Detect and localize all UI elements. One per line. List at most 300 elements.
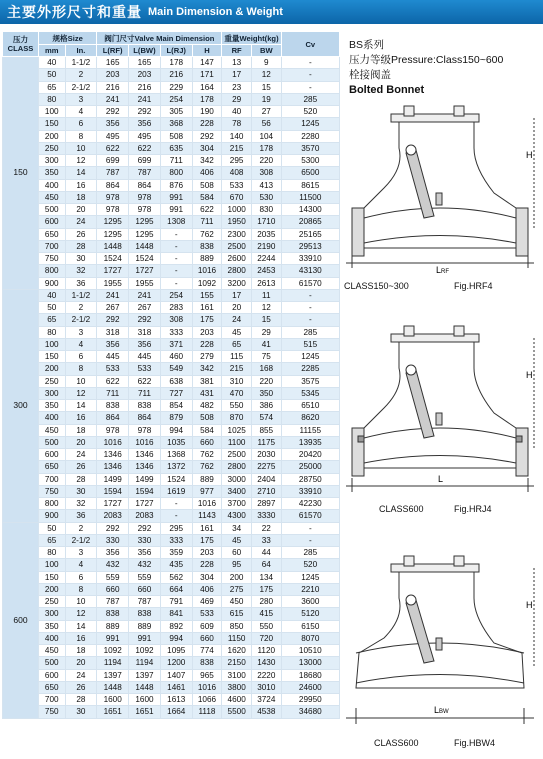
header-mm: mm <box>39 45 65 57</box>
l-bw-cell: 978 <box>129 424 161 436</box>
weight-bw-cell: 19 <box>251 93 281 105</box>
table-row <box>3 681 340 693</box>
weight-rf-cell: 29 <box>222 93 252 105</box>
height-cell: 190 <box>192 106 222 118</box>
table-row <box>3 253 340 265</box>
weight-bw-cell: 2035 <box>251 228 281 240</box>
dim-h-label: H <box>526 600 533 610</box>
height-cell: 1118 <box>192 706 222 718</box>
table-row <box>3 240 340 252</box>
height-cell: 609 <box>192 620 222 632</box>
l-rf-cell: 864 <box>97 179 129 191</box>
cv-cell: 520 <box>281 559 339 571</box>
weight-bw-cell: 134 <box>251 571 281 583</box>
height-cell: 161 <box>192 302 222 314</box>
weight-rf-cell: 408 <box>222 167 252 179</box>
size-mm-cell: 700 <box>39 240 65 252</box>
l-rj-cell: 229 <box>160 81 192 93</box>
l-bw-cell: 356 <box>129 338 161 350</box>
table-row <box>3 547 340 559</box>
cv-cell: 5300 <box>281 155 339 167</box>
size-mm-cell: 100 <box>39 338 65 350</box>
l-bw-cell: 1448 <box>129 240 161 252</box>
header-lbw: L(BW) <box>129 45 161 57</box>
l-rj-cell: 791 <box>160 596 192 608</box>
header-class: 压力 CLASS <box>3 32 39 57</box>
cv-cell: 5120 <box>281 608 339 620</box>
l-bw-cell: 838 <box>129 608 161 620</box>
l-rf-cell: 1092 <box>97 645 129 657</box>
class-cell: 600 <box>3 522 39 718</box>
size-mm-cell: 350 <box>39 400 65 412</box>
l-bw-cell: 533 <box>129 363 161 375</box>
table-row <box>3 204 340 216</box>
l-rj-cell: - <box>160 277 192 289</box>
l-rj-cell: 460 <box>160 351 192 363</box>
header-size: 规格Size <box>39 32 97 45</box>
l-rf-cell: 1955 <box>97 277 129 289</box>
height-cell: 292 <box>192 130 222 142</box>
cv-cell: - <box>281 289 339 301</box>
l-bw-cell: 1594 <box>129 485 161 497</box>
l-rj-cell: 333 <box>160 534 192 546</box>
l-bw-cell: 978 <box>129 204 161 216</box>
cv-cell: 11155 <box>281 424 339 436</box>
title-english: Main Dimension & Weight <box>148 6 283 18</box>
size-in-cell: 16 <box>65 412 97 424</box>
l-rf-cell: 267 <box>97 302 129 314</box>
l-rj-cell: 1407 <box>160 669 192 681</box>
table-row <box>3 583 340 595</box>
height-cell: 965 <box>192 669 222 681</box>
size-mm-cell: 450 <box>39 191 65 203</box>
l-rf-cell: 787 <box>97 596 129 608</box>
table-row <box>3 694 340 706</box>
l-bw-cell: 432 <box>129 559 161 571</box>
size-in-cell: 18 <box>65 645 97 657</box>
size-mm-cell: 500 <box>39 657 65 669</box>
l-rf-cell: 1346 <box>97 449 129 461</box>
table-row <box>3 130 340 142</box>
l-rj-cell: 991 <box>160 191 192 203</box>
cv-cell: 24600 <box>281 681 339 693</box>
l-rj-cell: 994 <box>160 424 192 436</box>
weight-rf-cell: 2150 <box>222 657 252 669</box>
bonnet-type-en: Bolted Bonnet <box>349 84 425 96</box>
weight-bw-cell: 27 <box>251 106 281 118</box>
height-cell: 406 <box>192 583 222 595</box>
l-bw-cell: 1524 <box>129 253 161 265</box>
size-in-cell: 36 <box>65 510 97 522</box>
l-rj-cell: 635 <box>160 142 192 154</box>
weight-rf-cell: 310 <box>222 375 252 387</box>
l-rf-cell: 711 <box>97 387 129 399</box>
l-rj-cell: 508 <box>160 130 192 142</box>
size-in-cell: 28 <box>65 473 97 485</box>
size-mm-cell: 65 <box>39 81 65 93</box>
weight-rf-cell: 140 <box>222 130 252 142</box>
size-in-cell: 14 <box>65 400 97 412</box>
weight-rf-cell: 115 <box>222 351 252 363</box>
height-cell: 342 <box>192 155 222 167</box>
l-rf-cell: 1295 <box>97 228 129 240</box>
l-rj-cell: 1524 <box>160 473 192 485</box>
size-in-cell: 32 <box>65 265 97 277</box>
dim-h-label: H <box>526 150 533 160</box>
cv-cell: 8620 <box>281 412 339 424</box>
size-in-cell: 16 <box>65 632 97 644</box>
table-row <box>3 424 340 436</box>
size-in-cell: 2-1/2 <box>65 81 97 93</box>
cv-cell: 8615 <box>281 179 339 191</box>
weight-bw-cell: 2897 <box>251 498 281 510</box>
weight-rf-cell: 275 <box>222 583 252 595</box>
table-row <box>3 485 340 497</box>
l-rf-cell: 660 <box>97 583 129 595</box>
figure-hrj4 <box>344 318 540 518</box>
l-bw-cell: 864 <box>129 412 161 424</box>
weight-rf-cell: 615 <box>222 608 252 620</box>
l-bw-cell: 356 <box>129 118 161 130</box>
weight-bw-cell: 2244 <box>251 253 281 265</box>
header-rf: RF <box>222 45 252 57</box>
weight-rf-cell: 200 <box>222 571 252 583</box>
height-cell: 1092 <box>192 277 222 289</box>
cv-cell: 285 <box>281 93 339 105</box>
weight-bw-cell: 308 <box>251 167 281 179</box>
height-cell: 762 <box>192 449 222 461</box>
weight-rf-cell: 215 <box>222 142 252 154</box>
weight-bw-cell: 168 <box>251 363 281 375</box>
size-mm-cell: 750 <box>39 706 65 718</box>
height-cell: 304 <box>192 142 222 154</box>
weight-rf-cell: 470 <box>222 387 252 399</box>
weight-bw-cell: 2710 <box>251 485 281 497</box>
weight-rf-cell: 1950 <box>222 216 252 228</box>
l-rf-cell: 1295 <box>97 216 129 228</box>
l-rj-cell: 333 <box>160 326 192 338</box>
header-in: In. <box>65 45 97 57</box>
cv-cell: 285 <box>281 547 339 559</box>
l-rf-cell: 622 <box>97 142 129 154</box>
l-rf-cell: 559 <box>97 571 129 583</box>
weight-bw-cell: 350 <box>251 387 281 399</box>
size-mm-cell: 150 <box>39 118 65 130</box>
l-rj-cell: 994 <box>160 632 192 644</box>
cv-cell: 6150 <box>281 620 339 632</box>
size-mm-cell: 900 <box>39 510 65 522</box>
l-rj-cell: 1664 <box>160 706 192 718</box>
l-rj-cell: 254 <box>160 289 192 301</box>
size-in-cell: 3 <box>65 326 97 338</box>
height-cell: 155 <box>192 289 222 301</box>
size-mm-cell: 300 <box>39 608 65 620</box>
l-rj-cell: 1368 <box>160 449 192 461</box>
height-cell: 660 <box>192 436 222 448</box>
size-in-cell: 10 <box>65 375 97 387</box>
weight-bw-cell: 280 <box>251 596 281 608</box>
table-row <box>3 620 340 632</box>
height-cell: 178 <box>192 93 222 105</box>
l-rf-cell: 241 <box>97 93 129 105</box>
size-mm-cell: 400 <box>39 412 65 424</box>
l-bw-cell: 292 <box>129 314 161 326</box>
valve-drawing-bw <box>344 548 540 732</box>
height-cell: 622 <box>192 204 222 216</box>
size-in-cell: 18 <box>65 191 97 203</box>
l-bw-cell: 622 <box>129 142 161 154</box>
l-bw-cell: 2083 <box>129 510 161 522</box>
l-bw-cell: 1727 <box>129 265 161 277</box>
size-mm-cell: 200 <box>39 363 65 375</box>
l-bw-cell: 1295 <box>129 228 161 240</box>
weight-bw-cell: 12 <box>251 69 281 81</box>
size-mm-cell: 900 <box>39 277 65 289</box>
height-cell: 228 <box>192 118 222 130</box>
size-in-cell: 1-1/2 <box>65 57 97 69</box>
table-row <box>3 522 340 534</box>
l-bw-cell: 1600 <box>129 694 161 706</box>
table-row <box>3 375 340 387</box>
l-rf-cell: 787 <box>97 167 129 179</box>
height-cell: 175 <box>192 314 222 326</box>
table-row <box>3 277 340 289</box>
cv-cell: 520 <box>281 106 339 118</box>
table-row <box>3 461 340 473</box>
fig2-class-label: CLASS600 <box>379 504 424 514</box>
cv-cell: 29513 <box>281 240 339 252</box>
l-rf-cell: 292 <box>97 522 129 534</box>
size-in-cell: 18 <box>65 424 97 436</box>
size-in-cell: 2-1/2 <box>65 314 97 326</box>
size-in-cell: 6 <box>65 351 97 363</box>
size-mm-cell: 650 <box>39 228 65 240</box>
l-bw-cell: 1346 <box>129 449 161 461</box>
cv-cell: 3570 <box>281 142 339 154</box>
height-cell: 147 <box>192 57 222 69</box>
size-mm-cell: 40 <box>39 57 65 69</box>
l-rf-cell: 292 <box>97 314 129 326</box>
l-bw-cell: 889 <box>129 620 161 632</box>
l-rf-cell: 2083 <box>97 510 129 522</box>
weight-bw-cell: 12 <box>251 302 281 314</box>
dim-h-label: H <box>526 370 533 380</box>
height-cell: 584 <box>192 191 222 203</box>
l-bw-cell: 991 <box>129 632 161 644</box>
series-info <box>349 38 503 98</box>
header-weight: 重量Weight(kg) <box>222 32 281 45</box>
weight-rf-cell: 3000 <box>222 473 252 485</box>
weight-bw-cell: 2404 <box>251 473 281 485</box>
weight-bw-cell: 530 <box>251 191 281 203</box>
size-in-cell: 30 <box>65 253 97 265</box>
l-rj-cell: 562 <box>160 571 192 583</box>
height-cell: 584 <box>192 424 222 436</box>
size-mm-cell: 500 <box>39 436 65 448</box>
cv-cell: 33910 <box>281 253 339 265</box>
cv-cell: - <box>281 314 339 326</box>
size-mm-cell: 250 <box>39 142 65 154</box>
figure-hbw4 <box>344 548 540 754</box>
size-mm-cell: 100 <box>39 106 65 118</box>
weight-bw-cell: 830 <box>251 204 281 216</box>
l-rf-cell: 1651 <box>97 706 129 718</box>
dim-l-label: L <box>438 474 444 484</box>
cv-cell: 2210 <box>281 583 339 595</box>
l-bw-cell: 838 <box>129 400 161 412</box>
cv-cell: 5345 <box>281 387 339 399</box>
size-mm-cell: 50 <box>39 522 65 534</box>
cv-cell: 20865 <box>281 216 339 228</box>
size-mm-cell: 300 <box>39 155 65 167</box>
weight-rf-cell: 2300 <box>222 228 252 240</box>
l-rj-cell: 841 <box>160 608 192 620</box>
weight-bw-cell: 2030 <box>251 449 281 461</box>
height-cell: 889 <box>192 473 222 485</box>
l-rf-cell: 356 <box>97 338 129 350</box>
l-rj-cell: 711 <box>160 155 192 167</box>
table-row <box>3 571 340 583</box>
size-in-cell: 32 <box>65 498 97 510</box>
l-bw-cell: 1397 <box>129 669 161 681</box>
size-mm-cell: 100 <box>39 559 65 571</box>
l-bw-cell: 292 <box>129 106 161 118</box>
l-rj-cell: 254 <box>160 93 192 105</box>
l-bw-cell: 1092 <box>129 645 161 657</box>
l-rf-cell: 1727 <box>97 265 129 277</box>
l-rf-cell: 495 <box>97 130 129 142</box>
weight-bw-cell: 1175 <box>251 436 281 448</box>
l-rj-cell: 549 <box>160 363 192 375</box>
size-in-cell: 4 <box>65 338 97 350</box>
size-mm-cell: 250 <box>39 596 65 608</box>
l-rj-cell: 368 <box>160 118 192 130</box>
table-row <box>3 216 340 228</box>
table-row <box>3 289 340 301</box>
l-rf-cell: 318 <box>97 326 129 338</box>
height-cell: 381 <box>192 375 222 387</box>
height-cell: 533 <box>192 608 222 620</box>
l-bw-cell: 318 <box>129 326 161 338</box>
cv-cell: 43130 <box>281 265 339 277</box>
weight-rf-cell: 550 <box>222 400 252 412</box>
size-mm-cell: 800 <box>39 498 65 510</box>
weight-bw-cell: 1430 <box>251 657 281 669</box>
weight-rf-cell: 2500 <box>222 240 252 252</box>
size-in-cell: 14 <box>65 167 97 179</box>
cv-cell: 29950 <box>281 694 339 706</box>
header-dimension: 阀门尺寸Valve Main Dimension <box>97 32 222 45</box>
size-in-cell: 4 <box>65 559 97 571</box>
weight-rf-cell: 3700 <box>222 498 252 510</box>
l-bw-cell: 787 <box>129 596 161 608</box>
weight-bw-cell: 56 <box>251 118 281 130</box>
size-in-cell: 30 <box>65 706 97 718</box>
weight-bw-cell: 2190 <box>251 240 281 252</box>
l-rj-cell: 727 <box>160 387 192 399</box>
cv-cell: 1245 <box>281 571 339 583</box>
size-mm-cell: 400 <box>39 179 65 191</box>
table-row <box>3 167 340 179</box>
size-in-cell: 2-1/2 <box>65 534 97 546</box>
size-mm-cell: 50 <box>39 69 65 81</box>
table-row <box>3 179 340 191</box>
table-row <box>3 142 340 154</box>
size-in-cell: 20 <box>65 657 97 669</box>
size-mm-cell: 300 <box>39 387 65 399</box>
height-cell: 838 <box>192 657 222 669</box>
l-rf-cell: 978 <box>97 204 129 216</box>
class-cell: 150 <box>3 57 39 290</box>
weight-bw-cell: 3010 <box>251 681 281 693</box>
l-rf-cell: 1448 <box>97 681 129 693</box>
l-rf-cell: 1346 <box>97 461 129 473</box>
l-bw-cell: 699 <box>129 155 161 167</box>
size-in-cell: 6 <box>65 118 97 130</box>
cv-cell: - <box>281 302 339 314</box>
height-cell: 203 <box>192 547 222 559</box>
table-row <box>3 498 340 510</box>
l-rf-cell: 241 <box>97 289 129 301</box>
height-cell: 175 <box>192 534 222 546</box>
cv-cell: 8070 <box>281 632 339 644</box>
cv-cell: 2280 <box>281 130 339 142</box>
l-rf-cell: 1600 <box>97 694 129 706</box>
l-rj-cell: 879 <box>160 412 192 424</box>
l-bw-cell: 165 <box>129 57 161 69</box>
height-cell: 469 <box>192 596 222 608</box>
weight-bw-cell: 1710 <box>251 216 281 228</box>
height-cell: 762 <box>192 461 222 473</box>
table-row <box>3 302 340 314</box>
weight-rf-cell: 23 <box>222 81 252 93</box>
cv-cell: 11500 <box>281 191 339 203</box>
l-bw-cell: 330 <box>129 534 161 546</box>
size-in-cell: 2 <box>65 522 97 534</box>
weight-rf-cell: 17 <box>222 289 252 301</box>
series-name: BS系列 <box>349 39 385 51</box>
weight-rf-cell: 45 <box>222 534 252 546</box>
weight-bw-cell: 220 <box>251 375 281 387</box>
table-row <box>3 559 340 571</box>
size-mm-cell: 200 <box>39 130 65 142</box>
l-rf-cell: 699 <box>97 155 129 167</box>
l-rj-cell: 1461 <box>160 681 192 693</box>
l-rj-cell: - <box>160 240 192 252</box>
l-rf-cell: 991 <box>97 632 129 644</box>
table-row <box>3 191 340 203</box>
height-cell: 1066 <box>192 694 222 706</box>
size-in-cell: 8 <box>65 363 97 375</box>
size-in-cell: 14 <box>65 620 97 632</box>
weight-rf-cell: 1000 <box>222 204 252 216</box>
header-cv: Cv <box>281 32 339 57</box>
weight-bw-cell: 3724 <box>251 694 281 706</box>
title-bar <box>0 0 543 24</box>
size-in-cell: 12 <box>65 608 97 620</box>
l-rf-cell: 838 <box>97 608 129 620</box>
size-mm-cell: 800 <box>39 265 65 277</box>
cv-cell: - <box>281 57 339 69</box>
table-row <box>3 228 340 240</box>
weight-bw-cell: 1120 <box>251 645 281 657</box>
weight-bw-cell: 22 <box>251 522 281 534</box>
cv-cell: 285 <box>281 326 339 338</box>
header-h: H <box>192 45 222 57</box>
table-row <box>3 69 340 81</box>
l-rf-cell: 203 <box>97 69 129 81</box>
cv-cell: 515 <box>281 338 339 350</box>
